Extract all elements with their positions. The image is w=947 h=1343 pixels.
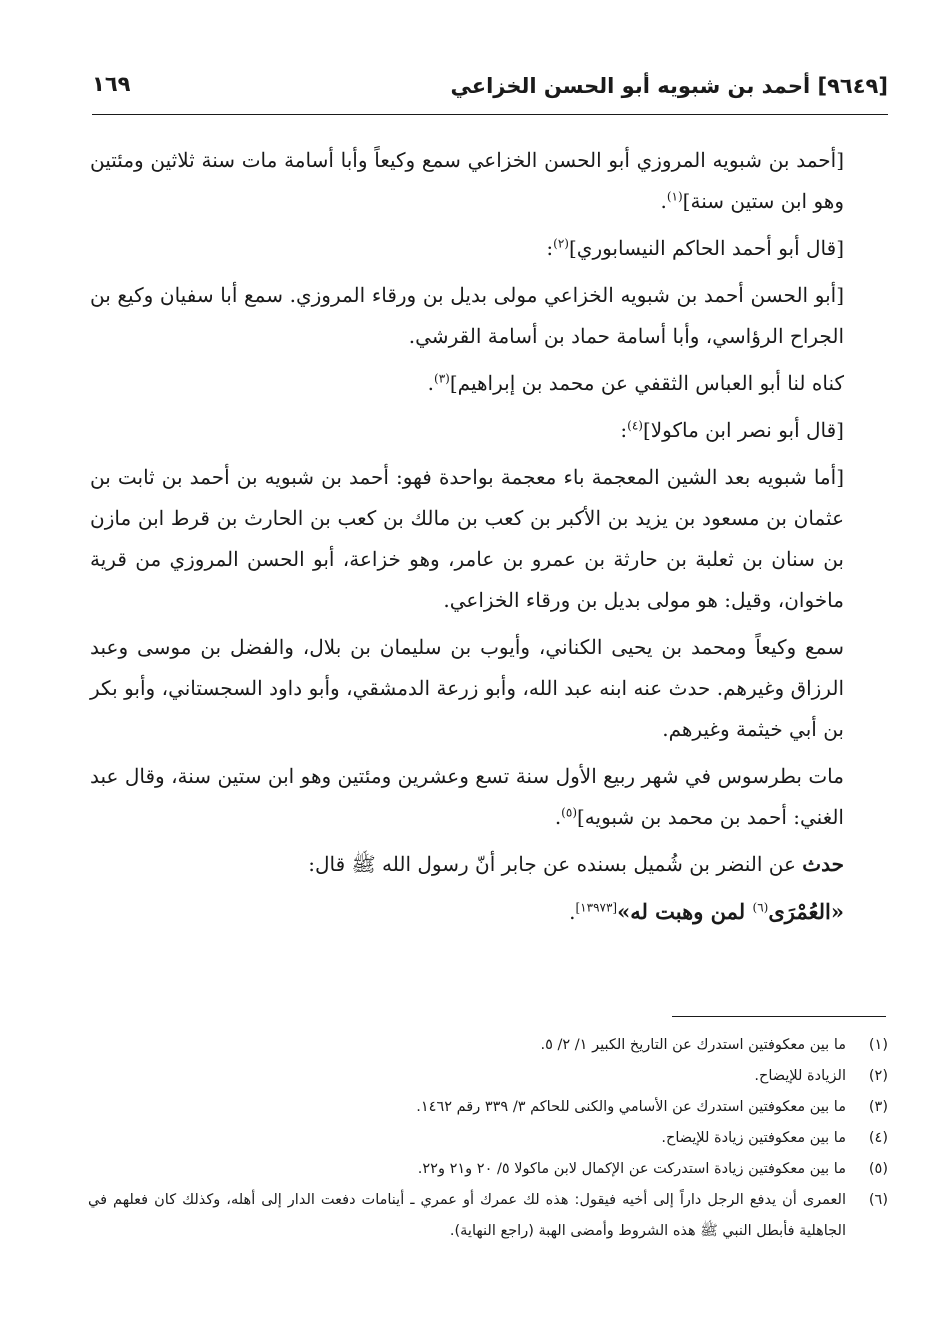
paragraph-8: مات بطرسوس في شهر ربيع الأول سنة تسع وعشرين ومئتين وهو ابن ستين سنة، وقال عبد الغني: أحمد بن محمد بن شبويه]$^{(٥)}$. [90,764,844,829]
footnote-divider [672,1016,886,1017]
paragraph-4: كناه لنا أبو العباس الثقفي عن محمد بن إبراهيم]$^{(٣)}$. [427,371,844,395]
hadith-intro: حدث عن النضر بن شُميل بسنده عن جابر أنّ رسول الله ﷺ قال: [308,852,844,876]
main-text [90,140,890,939]
page-header [92,68,888,108]
footnote: (٢) الزيادة للإيضاح. [754,1068,888,1084]
footnote-ref-2: (٢) [553,236,569,251]
footnote: (٦) العمرى أن يدفع الرجل داراً إلى أخيه فيقول: هذه لك عمرك أو عمري ـ أينامات دفعت الدار إلى أهله، وكذلك كان فعلهم في الجاهلية فأبطل النبي ﷺ هذه الشروط وأمضى الهبة (راجع النهاية). [88,1192,888,1239]
paragraph-5: [قال أبو نصر ابن ماكولا]$^{(٤)}$: [620,418,844,442]
hadith-number: [١٣٩٧٣] [575,900,618,915]
paragraph-6: [أما شبويه بعد الشين المعجمة باء معجمة بواحدة فهو: أحمد بن شبويه بن أحمد بن ثابت بن عثمان بن مسعود بن يزيد بن الأكبر بن كعب بن مالك بن كعب بن الحارث بن قرط ابن مازن بن سنان بن ثعلبة بن حارثة بن عمرو بن عامر، وهو خزاعة، أبو الحسن المروزي من قرية ماخوان، وقيل: هو مولى بديل بن ورقاء الخزاعي. [90,465,844,612]
header-divider [92,114,888,115]
footnote-ref-1: (١) [666,189,683,204]
footnote: (٣) ما بين معكوفتين استدرك عن الأسامي والكنى للحاكم ٣/ ٣٣٩ رقم ١٤٦٢. [416,1099,888,1115]
footnote: (٥) ما بين معكوفتين زيادة استدركت عن الإكمال لابن ماكولا ٥/ ٢٠ و٢١ و٢٢. [417,1161,888,1177]
footnote-ref-5: (٥) [561,805,577,820]
footnote: (١) ما بين معكوفتين استدرك عن التاريخ الكبير ١/ ٢/ ٥. [540,1037,888,1053]
footnote-ref-4: (٤) [627,418,643,433]
footnote: (٤) ما بين معكوفتين زيادة للإيضاح. [661,1130,888,1146]
running-title: [٩٦٤٩] أحمد بن شبويه أبو الحسن الخزاعي [450,74,888,98]
paragraph-3: [أبو الحسن أحمد بن شبويه الخزاعي مولى بديل بن ورقاء المروزي. سمع أبا سفيان وكيع بن الجراح الرؤاسي، وأبا أسامة حماد بن أسامة القرشي. [90,283,844,348]
hadith-text: «العُمْرَى$^{(٦)}$ لمن وهبت له»[١٣٩٧٣]. [569,899,844,924]
footnote-ref-3: (٣) [434,371,450,386]
paragraph-2: [قال أبو أحمد الحاكم النيسابوري]$^{(٢)}$: [546,236,844,260]
paragraph-7: سمع وكيعاً ومحمد بن يحيى الكناني، وأيوب بن سليمان بن بلال، والفضل بن موسى وعبد الرزاق وغيرهم. حدث عنه ابنه عبد الله، وأبو زرعة الدمشقي، وأبو داود السجستاني، وأبو بكر بن أبي خيثمة وغيرهم. [90,635,844,741]
page-number: ١٦٩ [92,72,131,96]
paragraph-1: [أحمد بن شبويه المروزي أبو الحسن الخزاعي سمع وكيعاً وأبا أسامة مات سنة ثلاثين ومئتين وهو ابن ستين سنة]$^{(١)}$. [90,148,844,213]
footnotes [88,1030,888,1247]
footnote-ref-6: (٦) [752,900,769,915]
